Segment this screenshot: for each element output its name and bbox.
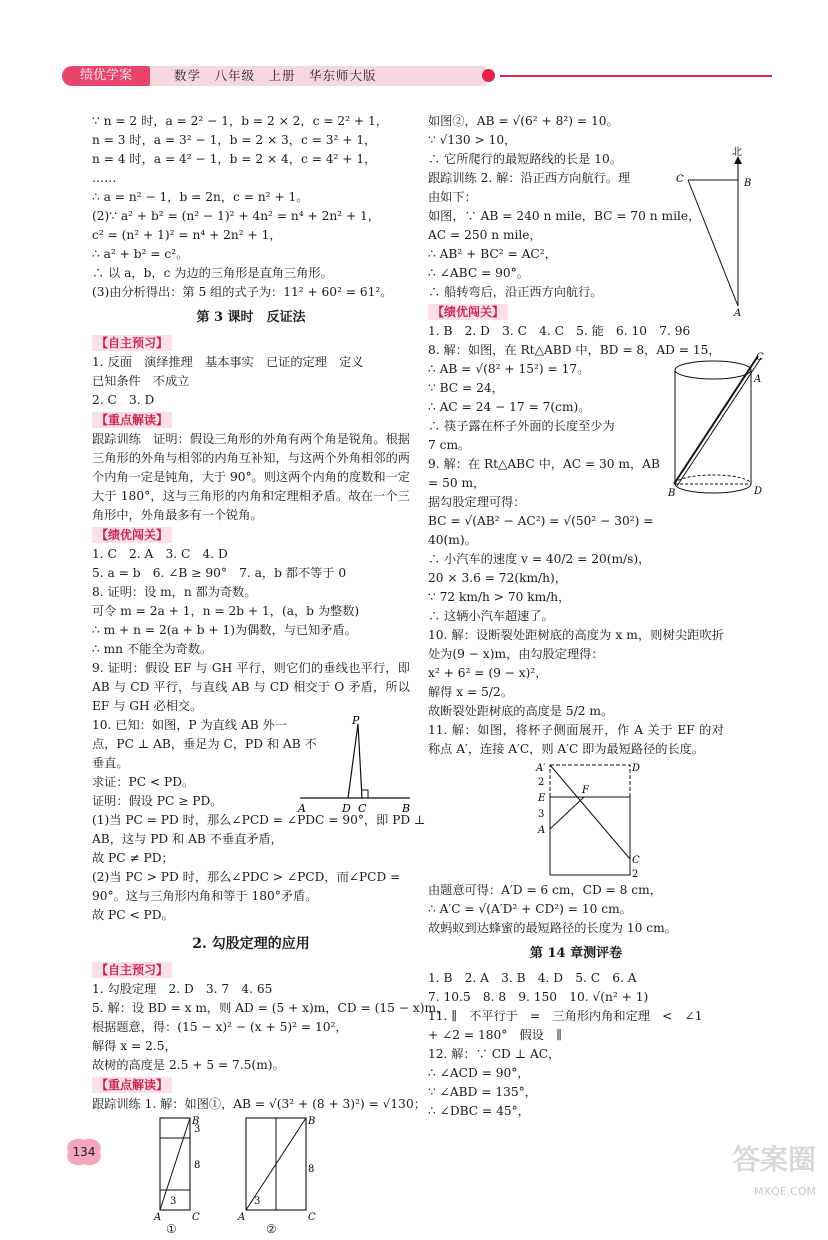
self-study-answers-2 (92, 980, 449, 1075)
answer-line: ∴ 小汽车的速度 v = 40/2 = 20(m/s)， (428, 552, 651, 566)
answer-line: = 50 m， (428, 476, 486, 490)
fig1-label-3-top: 3 (194, 1124, 201, 1135)
tag-self-study-2: 【自主预习】 (92, 962, 172, 978)
answer-line: ∴ 船转弯后，沿正西方向航行。 (428, 285, 603, 299)
answer-line: ∴ a = n² − 1，b = 2n，c = n² + 1。 (92, 190, 309, 204)
answer-line: 解得 x = 5/2。 (428, 685, 513, 699)
fig1-label-A: A (154, 1212, 162, 1223)
label-B: B (402, 802, 411, 815)
self-study-answers (92, 353, 410, 410)
north-label: 北 (732, 147, 742, 158)
answer-line: 1. C 2. A 3. C 4. D (92, 547, 228, 561)
answer-line: ∵ 72 km/h > 70 km/h， (428, 590, 571, 604)
answer-line: 9. 解：在 Rt△ABC 中，AC = 30 m，AB (428, 457, 660, 471)
answer-line: ∴ A′C = √(A′D² + CD²) = 10 cm。 (428, 902, 632, 916)
answer-line: ∴ mn 不能全为奇数。 (92, 642, 213, 656)
answer-line: 解得 x = 2.5， (92, 1039, 177, 1053)
answer-line: 根据题意，得：(15 − x)² − (x + 5)² = 10²， (92, 1020, 348, 1034)
answer-line: 1. B 2. D 3. C 4. C 5. 能 6. 10 7. 96 (428, 324, 691, 338)
answer-line: ∵ ∠ABD = 135°， (428, 1085, 537, 1099)
page-header (62, 62, 772, 90)
figure-perpendicular (296, 716, 414, 820)
proof-line: 故 PC ≠ PD； (92, 851, 174, 865)
answer-line: 如图②，AB = √(6² + 8²) = 10。 (428, 114, 619, 128)
answer-line: + ∠2 = 180° 假设 ∥ (428, 1028, 562, 1042)
answer-line: …… (92, 171, 117, 185)
header-title: 数学 八年级 上册 华东师大版 (174, 68, 377, 83)
answer-line: ∵ √130 > 10， (428, 133, 517, 147)
answer-line: ∴ 以 a，b，c 为边的三角形是直角三角形。 (92, 266, 333, 280)
answer-line: AC = 250 n mile， (428, 228, 542, 242)
rect-label-2-bottom: 2 (632, 869, 639, 880)
answer-line: ∴ m + n = 2(a + b + 1)为偶数，与已知矛盾。 (92, 623, 357, 637)
answer-line: (2)∵ a² + b² = (n² − 1)² + 4n² = n⁴ + 2n² + 1， (92, 209, 380, 223)
fig2-label-8: 8 (308, 1164, 315, 1175)
rect-label-2-top: 2 (538, 777, 545, 788)
answer-line: 故树的高度是 2.5 + 5 = 7.5(m)。 (92, 1058, 285, 1072)
caption-fig-2: ② (266, 1222, 277, 1236)
answer-line: (3)由分析得出：第 5 组的式子为：11² + 60² = 61²。 (92, 285, 393, 299)
answer-line: 20 × 3.6 = 72(km/h)， (428, 571, 567, 585)
answer-line: n = 4 时，a = 4² − 1，b = 2 × 4，c = 4² + 1， (92, 152, 377, 166)
answer-line: ∵ n = 2 时，a = 2² − 1，b = 2 × 2，c = 2² + 1， (92, 114, 388, 128)
left-column (92, 112, 449, 1240)
proof-line: 故 PC < PD。 (92, 908, 174, 922)
proof-line: (2)当 PC > PD 时，那么∠PDC > ∠PCD，而∠PCD = (92, 870, 401, 884)
fig1-label-B: B (192, 1116, 200, 1127)
label-A: A (298, 802, 306, 815)
answer-line: 如图，∵ AB = 240 n mile，BC = 70 n mile， (428, 209, 701, 223)
proof-line: 90°。这与三角形内角和等于 180°矛盾。 (92, 889, 318, 903)
question-11-solution: 11. 解：如图，将杯子侧面展开，作 A 关于 EF 的对称点 A′，连接 A′C，则 A′C 即为最短路径的长度。 (428, 723, 724, 756)
figure-captions (154, 1222, 410, 1240)
tracking-exercise-1: 跟踪训练 1. 解：如图①，AB = √(3² + (8 + 3)²) = √130； (92, 1097, 426, 1111)
answer-line: ∴ ∠DBC = 45°， (428, 1104, 530, 1118)
label-B: B (744, 178, 752, 189)
watermark-logo: 答案圈 (731, 1143, 816, 1176)
answer-line: 7. 10.5 8. 8 9. 150 10. √(n² + 1) (428, 990, 649, 1004)
answer-line: ∴ ∠ACD = 90°， (428, 1066, 530, 1080)
answer-line: ∴ 这辆小汽车超速了。 (428, 609, 554, 623)
fig1-label-8: 8 (194, 1160, 201, 1171)
answer-line: 40(m)。 (428, 533, 477, 547)
fig1-label-3-bottom: 3 (170, 1196, 177, 1207)
answer-line: ∴ 它所爬行的最短路线的长是 10。 (428, 152, 622, 166)
proof-line: 垂直。 (92, 756, 129, 770)
answer-line: 据勾股定理可得： (428, 495, 526, 509)
label-C: C (676, 174, 684, 185)
header-dot (482, 69, 495, 82)
question-10-steps (428, 664, 724, 721)
answer-line: c² = (n² + 1)² = n⁴ + 2n² + 1， (92, 228, 282, 242)
tag-key-points: 【重点解读】 (92, 412, 172, 428)
question-10-block (92, 714, 426, 925)
answer-line: ∴ ∠ABC = 90°。 (428, 266, 529, 280)
tag-key-points-2: 【重点解读】 (92, 1077, 172, 1093)
cyl-label-D: D (754, 486, 763, 497)
answer-line: ∴ AC = 24 − 17 = 7(cm)。 (428, 400, 591, 414)
rect-label-3: 3 (538, 809, 545, 820)
answer-line: 1. 反面 演绎推理 基本事实 已证的定理 定义 (92, 355, 364, 369)
answer-line: ∴ AB² + BC² = AC²， (428, 247, 557, 261)
caption-fig-1: ① (166, 1222, 177, 1236)
right-excellence-block (428, 322, 764, 626)
fig2-label-3: 3 (254, 1196, 261, 1207)
page-number: 134 (72, 1145, 96, 1159)
label-C: C (358, 802, 367, 815)
answer-line: 7 cm。 (428, 438, 471, 452)
header-rule (500, 75, 772, 77)
fig2-label-A: A (238, 1212, 246, 1223)
rect-label-A-prime: A′ (536, 763, 546, 774)
proof-line: 点，PC ⊥ AB，垂足为 C，PD 和 AB 不 (92, 737, 317, 751)
figure-cup-unfold (536, 761, 646, 881)
proof-line: 证明：假设 PC ≥ PD。 (92, 794, 223, 808)
proof-line: (1)当 PC = PD 时，那么∠PCD = ∠PDC = 90°，即 PD ⊥ (92, 813, 426, 827)
answer-line: 1. 勾股定理 2. D 3. 7 4. 65 (92, 982, 273, 996)
answer-line: 由如下： (428, 190, 477, 204)
figure-ship-route (674, 147, 760, 319)
page-number-badge (62, 1136, 106, 1168)
rect-label-C: C (632, 855, 640, 866)
rect-label-E: E (538, 793, 546, 804)
label-D: D (342, 802, 351, 815)
answer-line: 跟踪训练 2. 解：沿正西方向航行。理 (428, 171, 631, 185)
label-P: P (352, 714, 360, 727)
fig1-label-C: C (192, 1212, 200, 1223)
section-title-proof-by-contradiction: 第 3 课时 反证法 (196, 310, 306, 325)
proof-line: 10. 已知：如图，P 为直线 AB 外一 (92, 718, 287, 732)
proof-line: 求证：PC < PD。 (92, 775, 195, 789)
cyl-label-C: C (756, 352, 764, 363)
answer-line: 5. 解：设 BD = x m，则 AD = (5 + x)m，CD = (15 − x)m， (92, 1001, 449, 1015)
section-title-pythagorean-application: 2. 勾股定理的应用 (192, 936, 310, 952)
answer-line: 8. 证明：设 m，n 都为奇数。 (92, 585, 257, 599)
answer-line: 8. 解：如图，在 Rt△ABD 中，BD = 8，AD = 15， (428, 343, 721, 357)
answer-line: 11. ∥ 不平行于 = 三角形内角和定理 < ∠1 (428, 1009, 703, 1023)
rect-label-D: D (632, 763, 641, 774)
question-9-proof: 9. 证明：假设 EF 与 GH 平行，则它们的垂线也平行，即 AB 与 CD 平行，与直线 AB 与 CD 相交于 O 矛盾，所以 EF 与 GH 必相交。 (92, 661, 410, 713)
answer-line: 故蚂蚁到达蜂蜜的最短路径的长度为 10 cm。 (428, 921, 677, 935)
answer-line: 由题意可得：A′D = 6 cm，CD = 8 cm， (428, 883, 662, 897)
label-A: A (734, 308, 742, 319)
question-11-steps (428, 881, 724, 938)
brand-tag: 绩优学案 (62, 66, 150, 86)
fig2-label-C: C (308, 1212, 316, 1223)
answer-line: ∴ a² + b² = c²。 (92, 247, 189, 261)
answer-line: ∵ BC = 24， (428, 381, 504, 395)
chapter-14-title: 第 14 章测评卷 (529, 946, 623, 961)
proof-line: AB，这与 PD 和 AB 不垂直矛盾， (92, 832, 283, 846)
tag-excellence-right: 【绩优闯关】 (428, 304, 508, 320)
question-10-solution: 10. 解：设断裂处距树底的高度为 x m，则树尖距吹折处为(9 − x)m，由勾股定理得： (428, 628, 724, 661)
answer-line: x² + 6² = (9 − x)²， (428, 666, 548, 680)
rect-label-F: F (582, 785, 589, 796)
left-top-block (92, 112, 410, 302)
answer-line: 已知条件 不成立 (92, 374, 190, 388)
rect-label-A: A (538, 825, 546, 836)
answer-line: 1. B 2. A 3. B 4. D 5. C 6. A (428, 971, 637, 985)
answer-line: ∴ 筷子露在杯子外面的长度至少为 (428, 419, 615, 433)
answer-line: n = 3 时，a = 3² − 1，b = 2 × 3，c = 3² + 1， (92, 133, 377, 147)
tag-excellence: 【绩优闯关】 (92, 527, 172, 543)
fig2-label-B: B (308, 1116, 316, 1127)
answer-line: 5. a = b 6. ∠B ≥ 90° 7. a，b 都不等于 0 (92, 566, 347, 580)
chapter-14-answers (428, 969, 724, 1121)
answer-line: 可令 m = 2a + 1，n = 2b + 1，(a，b 为整数) (92, 604, 360, 618)
right-column (428, 112, 764, 1121)
answer-line: ∴ AB = √(8² + 15²) = 17。 (428, 362, 590, 376)
figure-cylinder-chopstick (668, 352, 768, 502)
answer-line: BC = √(AB² − AC²) = √(50² − 30²) = (428, 514, 654, 528)
answer-line: 12. 解：∵ CD ⊥ AC， (428, 1047, 561, 1061)
cyl-label-A: A (754, 374, 762, 385)
tracking-exercise-proof: 跟踪训练 证明：假设三角形的外角有两个角是锐角。根据三角形的外角与相邻的内角互补知，与这两个外角相邻的两个内角一定是钝角，大于 90°。则这两个内角的度数和一定大于 180°，这与三角形的内角和定理相矛盾。故在一个三角形中，外角最多有一个锐角。 (92, 432, 410, 522)
answer-line: 2. C 3. D (92, 393, 155, 407)
tag-self-study: 【自主预习】 (92, 335, 172, 351)
excellence-answers (92, 545, 410, 659)
watermark-url: MXQE.COM (754, 1185, 816, 1198)
cyl-label-B: B (668, 488, 676, 499)
answer-line: 故断裂处距树底的高度是 5/2 m。 (428, 704, 614, 718)
figure-box-unfolds (154, 1116, 344, 1226)
